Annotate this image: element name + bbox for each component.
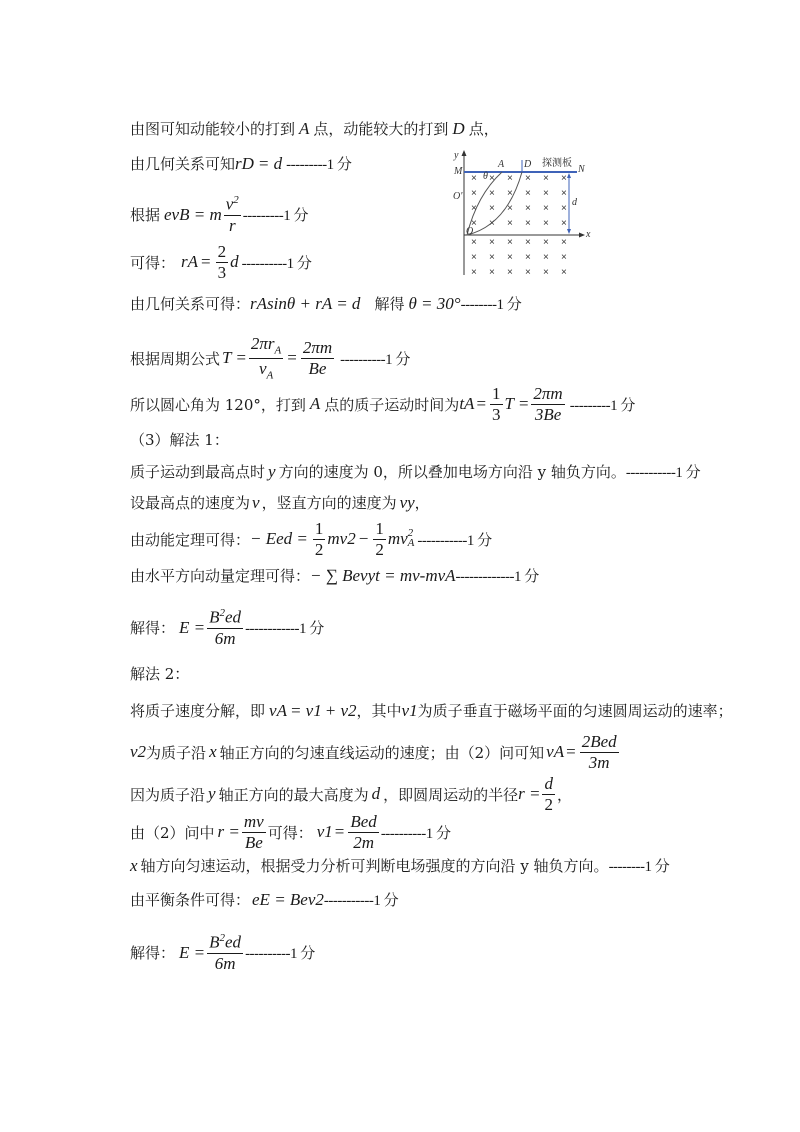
- section-heading: [130, 429, 229, 450]
- numerator: 2Bed: [581, 732, 617, 751]
- denominator: 2m: [353, 832, 374, 852]
- text-line-18: [130, 813, 451, 852]
- numerator: 1: [375, 519, 384, 538]
- math: eE = Bev: [252, 889, 316, 909]
- text-line-21: [130, 933, 315, 972]
- svg-text:×: ×: [507, 237, 513, 248]
- text: 根据: [130, 206, 161, 225]
- text-line-12: [130, 565, 539, 586]
- label-d: D: [524, 159, 532, 170]
- label-d-dim: d: [572, 197, 577, 208]
- svg-text:×: ×: [471, 267, 477, 278]
- numerator: ed: [225, 607, 242, 627]
- section-heading: [130, 663, 189, 684]
- text: 由几何关系可知: [130, 155, 236, 173]
- math: t = mv-mv: [375, 565, 446, 585]
- math: −: [358, 529, 369, 549]
- var-vy: v: [399, 492, 408, 512]
- text: 解得: [374, 295, 405, 313]
- svg-text:×: ×: [489, 188, 495, 199]
- numerator: v: [225, 194, 234, 214]
- text-line-15: [130, 700, 733, 721]
- svg-text:×: ×: [489, 267, 495, 278]
- fraction: [490, 385, 503, 424]
- dim-arrow-bottom: [567, 229, 571, 234]
- subscript: 1: [313, 700, 322, 720]
- text: 解法 2：: [130, 665, 190, 683]
- text-line-1: [130, 118, 499, 139]
- math: θ = 30°: [408, 293, 461, 313]
- var-x: x: [130, 855, 138, 875]
- subscript: 2: [348, 700, 357, 720]
- fraction: [207, 933, 243, 972]
- text: ，其中: [356, 702, 402, 720]
- math: =: [476, 394, 487, 414]
- text: 由平衡条件可得：: [130, 891, 251, 909]
- text: 为质子垂直于磁场平面的匀速圆周运动的速率；: [417, 702, 733, 720]
- text: 方向的速度为 0，所以叠加电场方向沿 y 轴负方向。: [278, 463, 626, 481]
- sub-sup: [408, 529, 415, 549]
- label-n: N: [578, 164, 585, 175]
- text: 由水平方向动量定理可得：: [130, 567, 311, 585]
- text: 轴正方向的最大高度为: [218, 785, 369, 804]
- subscript: 2: [137, 742, 147, 762]
- math: E =: [179, 942, 206, 962]
- svg-text:×: ×: [561, 267, 567, 278]
- svg-text:×: ×: [471, 218, 477, 229]
- subscript: A: [321, 293, 333, 313]
- svg-text:×: ×: [489, 218, 495, 229]
- svg-text:×: ×: [507, 218, 513, 229]
- var-v: v: [252, 492, 260, 512]
- text: ，竖直方向的速度为: [261, 494, 397, 512]
- svg-text:×: ×: [525, 237, 531, 248]
- svg-text:×: ×: [507, 173, 513, 184]
- denominator: Be: [308, 358, 327, 378]
- math: t: [459, 394, 465, 414]
- fraction: [242, 813, 266, 852]
- math: + v: [324, 700, 349, 720]
- math: = v: [289, 700, 314, 720]
- denominator: 6m: [214, 953, 236, 973]
- subscript: A: [464, 394, 475, 414]
- var-d: D: [452, 118, 465, 138]
- svg-text:×: ×: [543, 188, 549, 199]
- math: evB = m: [164, 204, 222, 224]
- math: d: [230, 252, 239, 272]
- subscript: A: [187, 252, 199, 272]
- math: = d: [257, 153, 283, 173]
- numerator: mv: [243, 812, 264, 831]
- math: − ∑ Bev: [310, 565, 368, 585]
- svg-text:×: ×: [543, 267, 549, 278]
- text: （3）解法 1：: [130, 431, 229, 449]
- svg-text:×: ×: [543, 203, 549, 214]
- math: mv: [387, 529, 408, 549]
- math: T =: [504, 394, 530, 414]
- math: r =: [518, 784, 541, 804]
- text: 点，: [468, 120, 499, 138]
- score: ---------1 分: [286, 157, 352, 173]
- math: =: [201, 252, 211, 272]
- text-line-10: [130, 492, 430, 513]
- svg-text:×: ×: [525, 173, 531, 184]
- svg-text:×: ×: [471, 203, 477, 214]
- numerator: d: [544, 774, 553, 793]
- math: sinθ + r: [267, 293, 322, 313]
- text-line-11: [130, 520, 492, 559]
- score: ---------1 分: [569, 397, 635, 414]
- svg-text:×: ×: [507, 188, 513, 199]
- score: ---------1 分: [242, 208, 309, 225]
- score: --------1 分: [460, 297, 522, 313]
- text: 由几何关系可得：: [130, 295, 251, 313]
- fraction: [216, 243, 229, 282]
- denominator: 3: [492, 404, 501, 424]
- text-line-20: [130, 889, 398, 910]
- svg-text:×: ×: [489, 252, 495, 263]
- var-x: x: [209, 742, 217, 762]
- math: =: [334, 822, 345, 842]
- fraction: [348, 813, 378, 852]
- var-y: y: [268, 461, 276, 481]
- svg-text:×: ×: [471, 188, 477, 199]
- text-line-9: [130, 461, 700, 482]
- subscript: 1: [324, 822, 333, 842]
- text: 解得：: [130, 619, 176, 638]
- numerator: Bed: [350, 812, 377, 831]
- y-axis-label: y: [454, 150, 459, 161]
- score: ----------1 分: [245, 946, 315, 963]
- fraction: [249, 335, 283, 382]
- denominator: r: [228, 215, 236, 235]
- svg-text:×: ×: [507, 267, 513, 278]
- svg-text:×: ×: [489, 203, 495, 214]
- var-y: y: [208, 784, 216, 804]
- superscript: 2: [219, 932, 226, 944]
- numerator: B: [209, 607, 220, 627]
- numerator: B: [209, 932, 220, 952]
- svg-text:×: ×: [561, 203, 567, 214]
- text-line-3: [130, 195, 308, 234]
- score: ----------1 分: [241, 255, 312, 272]
- label-m: M: [454, 166, 463, 177]
- fraction: [373, 520, 386, 559]
- numerator: 1: [492, 384, 501, 403]
- text: 轴正方向的匀速直线运动的速度；由（2）问可知: [219, 743, 545, 762]
- magnetic-field-diagram: [452, 150, 602, 280]
- text: 由动能定理可得：: [130, 530, 251, 549]
- svg-text:×: ×: [471, 252, 477, 263]
- denominator: 2: [375, 539, 384, 559]
- math: v: [269, 700, 277, 720]
- svg-text:×: ×: [543, 252, 549, 263]
- svg-text:×: ×: [561, 237, 567, 248]
- math: v: [546, 742, 554, 762]
- math: r: [250, 293, 257, 313]
- math: = d: [336, 293, 361, 313]
- score: -----------1 分: [323, 893, 399, 909]
- svg-text:×: ×: [507, 203, 513, 214]
- text-line-17: [130, 775, 572, 814]
- svg-text:×: ×: [507, 252, 513, 263]
- subscript: 2: [315, 889, 324, 909]
- math: E =: [179, 617, 206, 637]
- subscript: 1: [409, 700, 418, 720]
- text: ，: [556, 785, 572, 804]
- text: 质子运动到最高点时: [130, 463, 266, 481]
- text: 由（2）问中: [130, 823, 215, 842]
- svg-text:×: ×: [525, 203, 531, 214]
- score: ----------1 分: [340, 351, 410, 368]
- subscript: A: [407, 537, 415, 550]
- label-a: A: [498, 159, 505, 170]
- fraction: [301, 339, 334, 378]
- var-a: A: [299, 118, 310, 138]
- score: ----------1 分: [380, 825, 451, 842]
- subscript: A: [553, 742, 565, 762]
- text: 点，动能较大的打到: [313, 120, 449, 138]
- text: 轴方向匀速运动，根据受力分析可判断电场强度的方向沿 y 轴负方向。: [140, 857, 609, 875]
- svg-text:×: ×: [489, 237, 495, 248]
- fraction: [580, 733, 619, 772]
- math: r =: [217, 822, 240, 842]
- svg-text:×: ×: [561, 188, 567, 199]
- subscript: y: [367, 565, 376, 585]
- svg-text:×: ×: [471, 237, 477, 248]
- subscript: A: [256, 293, 268, 313]
- text: 点的质子运动时间为: [324, 395, 460, 414]
- subscript: A: [276, 700, 287, 720]
- subscript: A: [274, 344, 282, 357]
- denominator: 2: [544, 794, 553, 814]
- subscript: y: [407, 492, 415, 512]
- numerator: ed: [225, 932, 242, 952]
- x-axis-arrow: [579, 233, 585, 238]
- text: 由图可知动能较小的打到: [130, 120, 296, 138]
- text: 根据周期公式: [130, 349, 221, 368]
- svg-text:×: ×: [525, 252, 531, 263]
- x-axis-label: x: [586, 229, 591, 240]
- label-plate: 探测板: [542, 158, 572, 169]
- text-line-16: [130, 733, 621, 772]
- fraction: [207, 608, 243, 647]
- svg-text:×: ×: [525, 267, 531, 278]
- score: --------1 分: [608, 859, 670, 875]
- fraction: [542, 775, 555, 814]
- svg-text:×: ×: [543, 173, 549, 184]
- text: 可得：: [267, 823, 313, 842]
- text: 为质子沿: [146, 743, 207, 762]
- fraction: [313, 520, 326, 559]
- fraction: [224, 195, 241, 234]
- svg-text:×: ×: [525, 218, 531, 229]
- var-a: A: [309, 394, 321, 414]
- svg-text:×: ×: [525, 188, 531, 199]
- subscript: A: [266, 369, 274, 382]
- label-o-prime: O': [453, 191, 463, 202]
- text-line-5: [130, 293, 521, 314]
- numerator: 2: [217, 242, 227, 261]
- dim-arrow-top: [567, 173, 571, 178]
- math: r: [235, 153, 242, 173]
- score: ------------1 分: [245, 621, 324, 638]
- math: − Eed =: [250, 529, 308, 549]
- denominator: 3m: [588, 752, 610, 772]
- numerator: 1: [314, 519, 324, 538]
- score: -----------1 分: [625, 465, 701, 481]
- label-o: O: [466, 226, 474, 237]
- text-line-19: [130, 855, 669, 876]
- denominator: 3Be: [534, 404, 562, 424]
- text-line-4: [130, 243, 311, 282]
- svg-text:×: ×: [489, 173, 495, 184]
- denominator: 6m: [214, 628, 236, 648]
- score: -------------1 分: [455, 569, 539, 585]
- subscript: A: [445, 565, 456, 585]
- numerator: 2πr: [250, 334, 275, 353]
- svg-text:×: ×: [561, 173, 567, 184]
- math: mv: [327, 529, 348, 549]
- svg-text:×: ×: [471, 173, 477, 184]
- fraction: [531, 385, 564, 424]
- var-d: d: [371, 784, 381, 804]
- text: ，即圆周运动的半径: [383, 785, 519, 804]
- svg-text:×: ×: [543, 237, 549, 248]
- var-v1: v: [401, 700, 410, 720]
- svg-text:×: ×: [543, 218, 549, 229]
- text-line-6: [130, 335, 410, 382]
- numerator: 2πm: [533, 384, 563, 403]
- math: v: [316, 822, 325, 842]
- text: 设最高点的速度为: [130, 494, 251, 512]
- text: ，: [414, 494, 430, 512]
- text: 因为质子沿: [130, 785, 206, 804]
- math: T =: [222, 348, 247, 368]
- denominator: Be: [244, 832, 263, 852]
- numerator: 2πm: [302, 338, 333, 358]
- svg-text:×: ×: [561, 252, 567, 263]
- text-line-13: [130, 608, 324, 647]
- text: 可得：: [130, 253, 176, 272]
- var-v2: v: [130, 742, 138, 762]
- denominator: v: [258, 358, 267, 378]
- y-axis-arrow: [462, 150, 467, 156]
- text-line-7: [130, 385, 635, 424]
- text: 所以圆心角为 120°，打到: [130, 395, 306, 414]
- field-marks: [471, 173, 567, 278]
- superscript: 2: [407, 527, 414, 540]
- math: =: [566, 742, 576, 762]
- label-theta: θ: [483, 171, 488, 182]
- text-line-2: [130, 153, 351, 174]
- score: -----------1 分: [417, 532, 492, 549]
- math: =: [287, 348, 297, 368]
- math: r: [181, 252, 188, 272]
- denominator: 2: [314, 539, 324, 559]
- text: 解得：: [130, 944, 176, 963]
- text: 将质子速度分解，即: [130, 702, 266, 720]
- subscript: D: [241, 153, 254, 173]
- denominator: 3: [217, 262, 227, 282]
- svg-text:×: ×: [561, 218, 567, 229]
- superscript: 2: [233, 194, 239, 206]
- superscript: 2: [347, 529, 356, 549]
- superscript: 2: [219, 607, 226, 619]
